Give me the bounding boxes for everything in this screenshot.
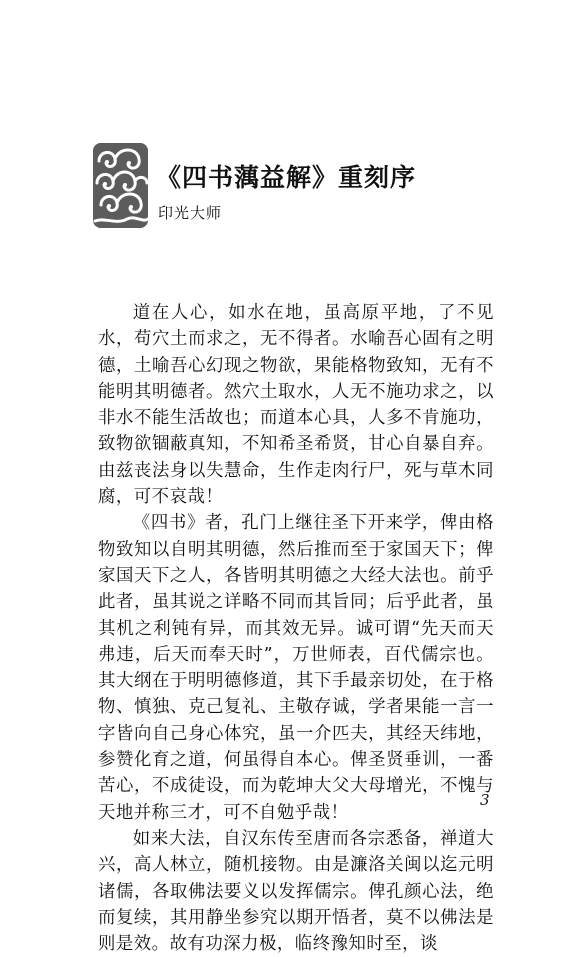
- paragraph: 道在人心，如水在地，虽高原平地，了不见水，苟穴土而求之，无不得者。水喻吾心固有之明德，土喻吾心幻现之物欲，果能格物致知，无有不能明其明德者。然穴土取水，人无不施功求之，以非水不能生活故也；而道本心具，人多不肯施功，致物欲锢蔽真知，不知希圣希贤，甘心自暴自弃。由兹丧法身以失慧命，生作走肉行尸，死与草木同腐，可不哀哉！: [98, 303, 494, 508]
- page-number: 3: [480, 791, 490, 809]
- paragraph: 《四书》者，孔门上继往圣下开来学，俾由格物致知以自明其明德，然后推而至于家国天下；俾家国天下之人，各皆明其明德之大经大法也。前乎此者，虽其说之详略不同而其旨同；后乎此者，虽其机之利钝有异，而其效无异。诚可谓“先天而天弗违，后天而奉天时”，万世师表，百代儒宗也。其大纲在于明明德修道，其下手最亲切处，在于格物、慎独、克己复礼、主敬存诚，学者果能一言一字皆向自己身心体究，虽一介匹夫，其经天纬地，参赞化育之道，何虽得自本心。俾圣贤垂训，一番苦心，不成徒设，而为乾坤大父大母增光，不愧与天地并称三才，可不自勉乎哉！: [98, 513, 494, 823]
- chapter-title: 《四书蕅益解》重刻序: [156, 163, 417, 192]
- body-text: [98, 300, 494, 957]
- paragraph: 如来大法，自汉东传至唐而各宗悉备，禅道大兴，高人林立，随机接物。由是濂洛关闽以迄元明诸儒，各取佛法要义以发挥儒宗。俾孔颜心法，绝而复续，其用静坐参究以期开悟者，莫不以佛法是则是效。故有功深力极，临终豫知时至，谈: [98, 828, 494, 955]
- cloud-scroll-icon: [93, 143, 148, 228]
- chapter-author: 印光大师: [158, 204, 223, 222]
